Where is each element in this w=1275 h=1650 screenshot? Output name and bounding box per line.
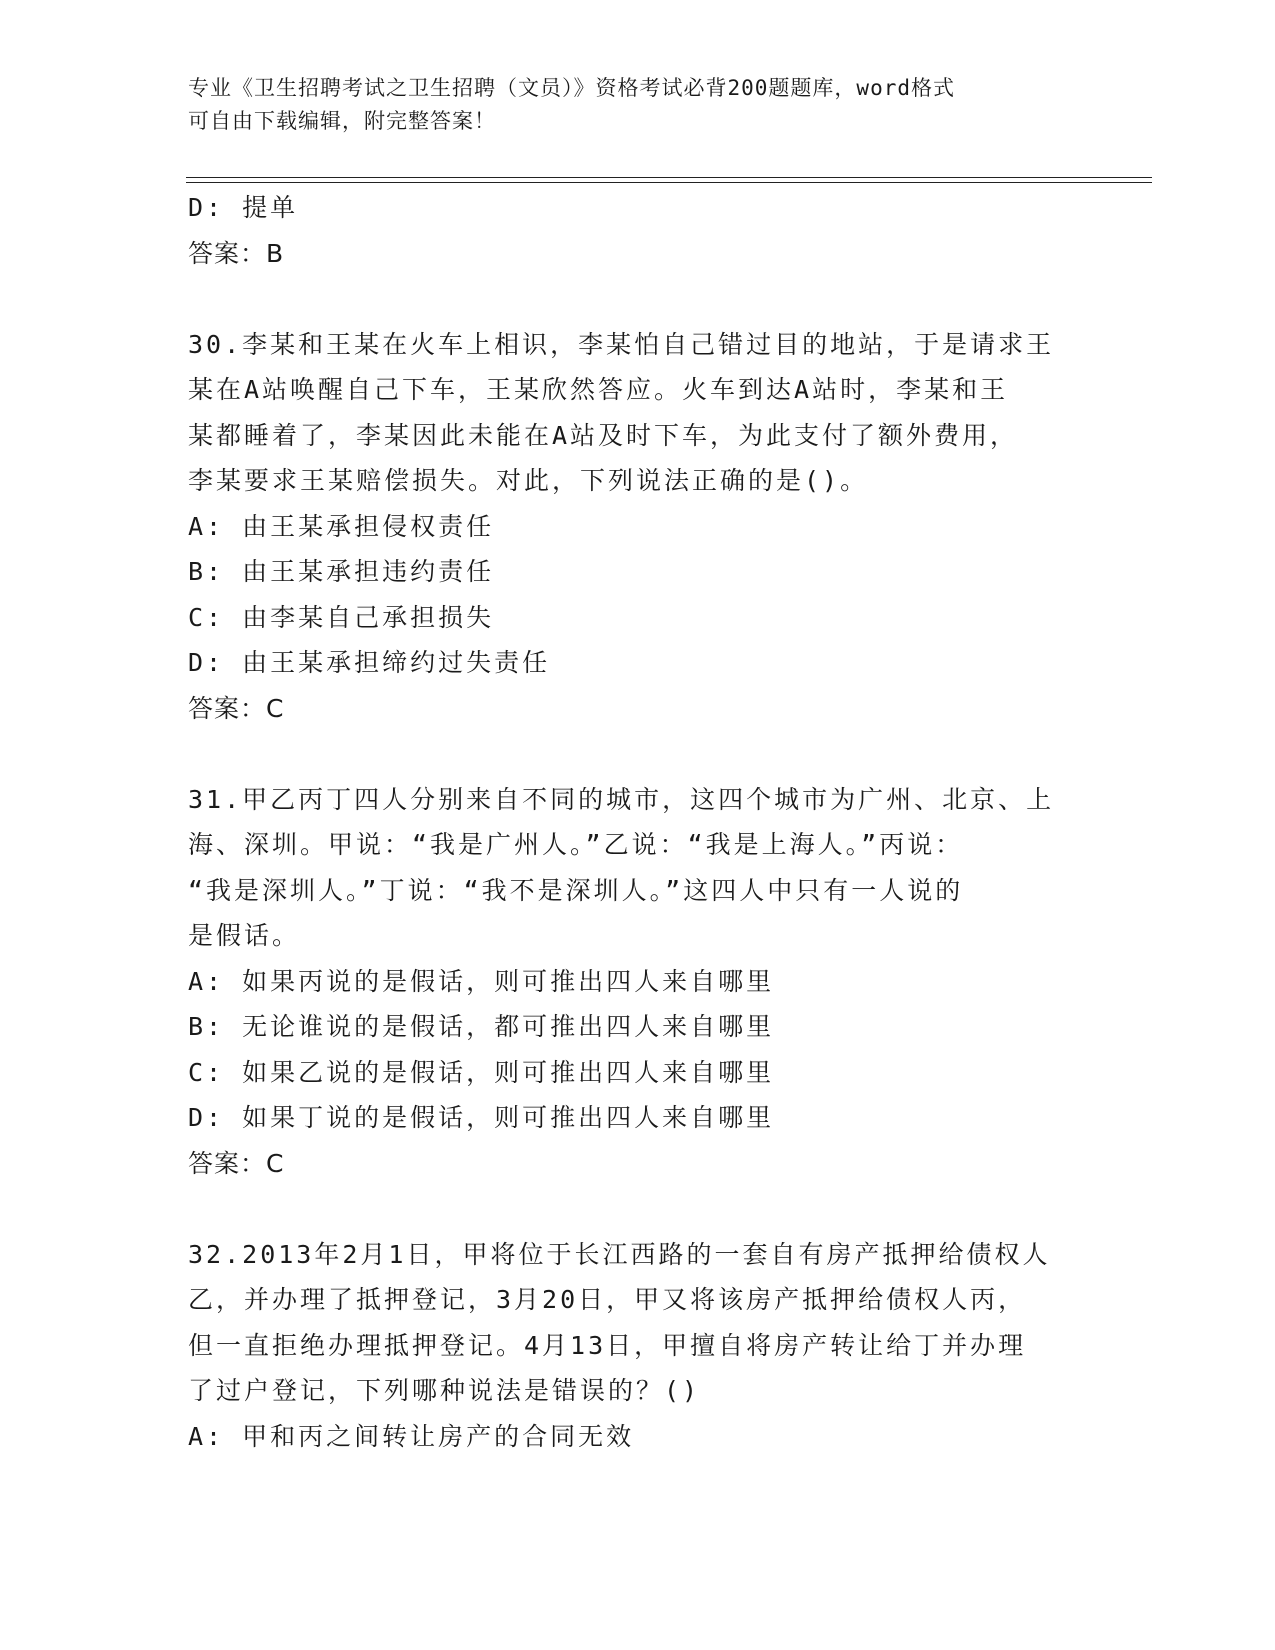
option-b: B: 由王某承担违约责任 [188,557,495,586]
question-text-line: “我是深圳人。”丁说：“我不是深圳人。”这四人中只有一人说的 [188,875,964,905]
question-30 [188,322,1088,732]
header-line-1: 专业《卫生招聘考试之卫生招聘（文员）》资格考试必背200题题库，word格式 [188,76,955,100]
header-line-2: 可自由下载编辑，附完整答案！ [188,109,496,133]
spacer [188,1186,1088,1232]
question-text-line: 31.甲乙丙丁四人分别来自不同的城市，这四个城市为广州、北京、上 [188,784,1055,814]
header-divider-bottom [186,182,1152,183]
question-text-line: 32.2013年2月1日，甲将位于长江西路的一套自有房产抵押给债权人 [188,1239,1051,1269]
option-a: A: 甲和丙之间转让房产的合同无效 [188,1421,635,1451]
option-b: B: 无论谁说的是假话，都可推出四人来自哪里 [188,1012,775,1041]
option-c: C: 由李某自己承担损失 [188,602,495,632]
question-text-line: 某都睡着了，李某因此未能在A站及时下车，为此支付了额外费用， [188,420,1019,450]
question-31 [188,777,1088,1187]
question-text-line: 某在A站唤醒自己下车，王某欣然答应。火车到达A站时，李某和王 [188,375,1009,404]
question-text-line: 了过户登记，下列哪种说法是错误的？() [188,1376,701,1405]
option-a: A: 如果丙说的是假话，则可推出四人来自哪里 [188,966,775,996]
answer-label: 答案：B [188,238,285,268]
answer-label: 答案：C [188,693,285,723]
option-d: D: 如果丁说的是假话，则可推出四人来自哪里 [188,1103,775,1132]
question-text-line: 30.李某和王某在火车上相识，李某怕自己错过目的地站，于是请求王 [188,329,1055,359]
spacer [188,276,1088,322]
option-a: A: 由王某承担侵权责任 [188,511,495,541]
answer-label: 答案：C [188,1148,285,1178]
document-header [188,72,1088,138]
header-divider-top [186,177,1152,178]
question-text-line: 但一直拒绝办理抵押登记。4月13日，甲擅自将房产转让给丁并办理 [188,1330,1027,1360]
option-c: C: 如果乙说的是假话，则可推出四人来自哪里 [188,1057,775,1087]
option-d: D: 提单 [188,193,299,222]
question-text-line: 是假话。 [188,921,301,950]
spacer [188,731,1088,777]
question-text-line: 李某要求王某赔偿损失。对此，下列说法正确的是()。 [188,466,869,495]
question-text-line: 乙，并办理了抵押登记，3月20日，甲又将该房产抵押给债权人丙， [188,1285,1027,1314]
question-text-line: 海、深圳。甲说：“我是广州人。”乙说：“我是上海人。”丙说： [188,830,964,859]
question-32 [188,1232,1088,1460]
document-body [188,185,1088,1459]
option-d: D: 由王某承担缔约过失责任 [188,648,551,677]
